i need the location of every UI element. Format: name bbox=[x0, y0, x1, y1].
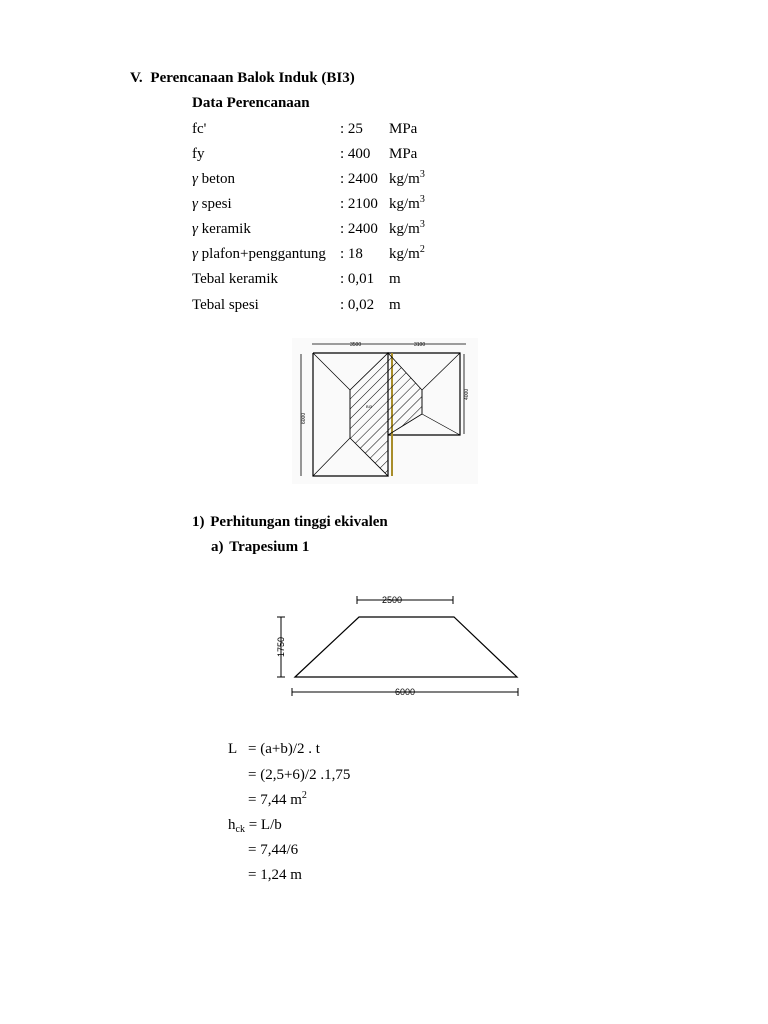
data-row-label-text: spesi bbox=[197, 196, 232, 212]
calc-h-sub: ck bbox=[235, 824, 245, 835]
gamma-symbol: γ bbox=[192, 246, 198, 262]
subsection-number: 1) bbox=[192, 514, 205, 530]
gamma-symbol: γ bbox=[192, 171, 198, 187]
data-row-label bbox=[192, 246, 326, 263]
calc-h-expr: = L/b bbox=[248, 817, 282, 833]
height-dim: 1750 bbox=[276, 636, 286, 658]
top-left-dim: 3500 bbox=[350, 342, 362, 348]
data-row-label-text: fc' bbox=[192, 121, 207, 137]
item-title: Trapesium 1 bbox=[229, 539, 310, 555]
section-number: V. bbox=[130, 70, 143, 86]
data-row-label-text: Tebal keramik bbox=[192, 271, 278, 287]
calc-l-line3-sup: 2 bbox=[301, 790, 307, 801]
calc-l-line3-text: = 7,44 m bbox=[248, 792, 302, 808]
calc-l-line3 bbox=[248, 790, 307, 808]
item-heading bbox=[211, 540, 309, 555]
bottom-dim: 6000 bbox=[394, 687, 416, 697]
right-dim: 4000 bbox=[464, 388, 470, 400]
calc-h-line3: = 1,24 m bbox=[248, 867, 302, 883]
data-row-value: : 0,01 bbox=[340, 271, 375, 287]
data-row-unit: $kg/m^2$ bbox=[389, 244, 425, 262]
data-row-label bbox=[192, 297, 259, 314]
floor-plan-diagram bbox=[292, 338, 478, 484]
data-row-label bbox=[192, 221, 251, 238]
data-row-unit: $kg/m^3$ bbox=[389, 219, 425, 237]
data-row-label bbox=[192, 271, 278, 288]
top-dim: 2500 bbox=[381, 595, 403, 605]
data-row-value: : 18 bbox=[340, 246, 363, 262]
item-letter: a) bbox=[211, 539, 224, 555]
top-right-dim: 3100 bbox=[414, 342, 426, 348]
left-dim: 6000 bbox=[301, 412, 307, 424]
data-row-label bbox=[192, 196, 232, 213]
data-row-unit: $kg/m^3$ bbox=[389, 169, 425, 187]
data-row-value: : 0,02 bbox=[340, 297, 375, 313]
unit-exponent: 3 bbox=[419, 194, 425, 205]
data-row-unit: $kg/m^3$ bbox=[389, 194, 425, 212]
subsection-heading bbox=[192, 515, 388, 530]
subsection-title: Perhitungan tinggi ekivalen bbox=[210, 514, 388, 530]
calc-h-symbol: h bbox=[228, 817, 236, 833]
data-row-label bbox=[192, 121, 206, 138]
data-row-unit: m bbox=[389, 297, 401, 313]
data-row-value: : 2400 bbox=[340, 221, 378, 237]
trapezoid-diagram bbox=[268, 588, 524, 700]
data-row-unit: m bbox=[389, 271, 401, 287]
data-row-label-text: plafon+penggantung bbox=[197, 246, 326, 262]
section-title: Perencanaan Balok Induk (BI3) bbox=[150, 70, 355, 86]
unit-exponent: 3 bbox=[419, 169, 425, 180]
beam-label: BI3 bbox=[366, 404, 373, 409]
data-row-label-text: keramik bbox=[197, 221, 251, 237]
data-row-label bbox=[192, 146, 205, 163]
data-row-label bbox=[192, 171, 235, 188]
section-heading bbox=[130, 71, 355, 86]
gamma-symbol: γ bbox=[192, 196, 198, 212]
data-row-label-text: beton bbox=[197, 171, 235, 187]
data-row-unit: MPa bbox=[389, 146, 418, 162]
data-row-label-text: Tebal spesi bbox=[192, 297, 259, 313]
calc-h-line2: = 7,44/6 bbox=[248, 842, 299, 858]
data-heading: Data Perencanaan bbox=[192, 95, 310, 111]
unit-exponent: 2 bbox=[419, 244, 425, 255]
calc-h-line1 bbox=[228, 818, 282, 833]
data-row-value: : 400 bbox=[340, 146, 371, 162]
gamma-symbol: γ bbox=[192, 221, 198, 237]
calc-l-line1: = (a+b)/2 . t bbox=[248, 741, 320, 757]
unit-exponent: 3 bbox=[419, 219, 425, 230]
trapezoid-shape bbox=[295, 617, 517, 677]
data-row-value: : 2400 bbox=[340, 171, 378, 187]
calc-l-line2: = (2,5+6)/2 .1,75 bbox=[248, 767, 351, 783]
data-row-value: : 25 bbox=[340, 121, 363, 137]
data-row-unit: MPa bbox=[389, 121, 418, 137]
data-row-value: : 2100 bbox=[340, 196, 378, 212]
data-row-label-text: fy bbox=[192, 146, 205, 162]
calc-l-symbol: L bbox=[228, 741, 238, 757]
